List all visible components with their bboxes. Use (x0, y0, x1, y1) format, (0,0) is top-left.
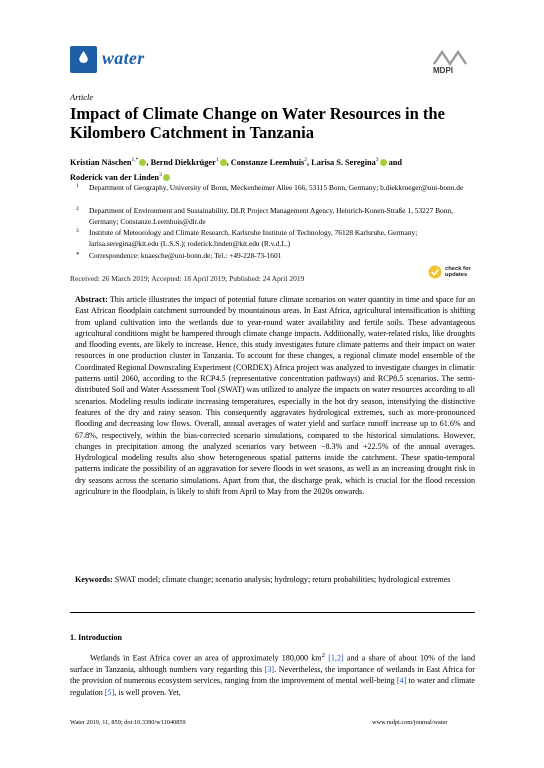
abstract (75, 294, 475, 497)
author-name[interactable]: Larisa S. Seregina (311, 157, 376, 167)
orcid-icon[interactable] (163, 174, 170, 181)
author-name[interactable]: Constanze Leemhuis (230, 157, 305, 167)
author-list: Kristian Näschen$^{1,*}$ , Bernd Diekkrüger$^1$ , Constanze Leemhuis$^2$, Larisa S. Seregina$^3$ and Roderick van der Linden$^3$ (70, 157, 402, 183)
keywords (75, 574, 475, 585)
page-title: Impact of Climate Change on Water Resources in the Kilombero Catchment in Tanzania (70, 104, 445, 142)
abstract-label: Abstract: (75, 295, 108, 304)
section-divider (70, 612, 475, 613)
body-text: Wetlands in East Africa cover an area of approximately 180,000 km (90, 653, 322, 663)
author-affiliation-mark: 1,* (131, 157, 139, 163)
citation-link[interactable]: [4] (396, 676, 407, 686)
body-text: to water and climate regulation (70, 676, 475, 697)
article-type: Article (70, 92, 94, 102)
journal-name: water (102, 48, 145, 68)
orcid-icon[interactable] (220, 159, 227, 166)
correspondence (70, 250, 480, 262)
author-affiliation-mark: 3 (375, 157, 379, 163)
abstract-text: This article illustrates the impact of potential future climate scenarios on water quantity in time and space for an East African floodplain catchment surrounded by mountainous areas. In East Africa, agricultural intensification is shifting from upland cultivation into the wetlands due to year-round water availability and fertile soils. These advantageous agricultural conditions might be hampered through climate change impacts. Additionally, water-related risks, like droughts and flooding events, are likely to increase. Hence, this study investigates future climate patterns and their impact on water resources in one production cluster in Tanzania. To account for these changes, a regional climate model ensemble of the Coordinated Regional Downscaling Experiment (CORDEX) Africa project was analyzed to investigate changes in climatic patterns until 2060, according to the RCP4.5 (representative concentration pathways) and RCP8.5 scenarios. The semi-distributed Soil and Water Assessment Tool (SWAT) was utilized to analyze the impacts on water resources according to all scenarios. Modeling results indicate increasing temperatures, especially in the hot dry season, intensifying the distinctive features of the dry and rainy season. This consequently aggravates hydrological extremes, such as more-pronounced flooding and decreasing low flows. Overall, annual averages of water yield and surface runoff increase up to 61.6% and 67.8%, respectively, within the bias-corrected scenario simulations, compared to the historical simulations. However, changes in precipitation among the analyzed scenarios vary between −8.3% and +22.5% of the annual averages. Hydrological modeling results also show heterogeneous spatial patterns inside the catchment. These spatio-temporal patterns indicate the possibility of an aggravation for severe floods in wet seasons, as well as an increasing drought risk in dry seasons across the scenario simulations. Apart from that, the discharge peak, which is crucial for the flood recession agriculture in the floodplain, is likely to shift from April to May from the 2020s onwards. (75, 295, 475, 497)
affiliation (70, 227, 480, 250)
keywords-text: SWAT model; climate change; scenario analysis; hydrology; return probabilities; hydrological extremes (114, 575, 451, 584)
body-text: . Nevertheless, the importance of wetlands in East Africa for the provision of numerous ecosystem services, ranging from the improvement of mental well-being (70, 664, 475, 686)
orcid-icon[interactable] (139, 159, 146, 166)
affiliation (70, 205, 480, 228)
correspondence-mark: * (76, 251, 80, 259)
check-for-updates-line: check for (445, 266, 471, 272)
affiliation-text: Department of Environment and Sustainability, DLR Project Management Agency, Heinrich-Konen-Straße 1, 53227 Bonn, Germany; Constanze.Leemhuis@dlr.de (89, 206, 453, 227)
citation-link[interactable]: [5] (104, 687, 115, 697)
affiliation-number: 2 (76, 206, 79, 212)
section-heading: 1. Introduction (70, 633, 123, 642)
footer-citation: Water 2019, 11, 859; doi:10.3390/w11040859 (70, 719, 186, 726)
check-for-updates-label[interactable] (445, 266, 471, 278)
author-name[interactable]: Kristian Näschen (70, 157, 132, 167)
publication-dates: Received: 26 March 2019; Accepted: 18 April 2019; Published: 24 April 2019 (70, 274, 305, 283)
author-name[interactable]: Bernd Diekkrüger (150, 157, 216, 167)
body-paragraph (70, 650, 475, 698)
affiliation (70, 182, 480, 205)
publisher-name: MDPI (433, 66, 453, 75)
author-conjunction: and (388, 157, 402, 167)
water-drop-icon (79, 51, 88, 63)
footer-journal-url[interactable]: www.mdpi.com/journal/water (372, 719, 448, 726)
affiliation-text: Department of Geography, University of Bonn, Meckenheimer Allee 166, 53115 Bonn, Germany; b.diekkrueger@uni-bonn.de (89, 183, 464, 192)
superscript: 2 (321, 652, 325, 659)
keywords-label: Keywords: (75, 575, 113, 584)
affiliation-text: Institute of Meteorology and Climate Research, Karlsruhe Institute of Technology, 76128 Karlsruhe, Germany; larisa.seregina@kit.edu (L.S.S.); roderick.linden@kit.edu (R.v.d.L.) (89, 228, 418, 249)
body-text: , is well proven. Yet, (114, 687, 181, 697)
citation-link[interactable]: [3] (264, 664, 275, 674)
author-affiliation-mark: 1 (215, 157, 219, 163)
affiliation-number: 1 (76, 183, 79, 189)
author-name[interactable]: Roderick van der Linden (70, 173, 160, 183)
author-affiliation-mark: 2 (304, 157, 307, 163)
author-affiliation-mark: 3 (159, 172, 162, 179)
correspondence-text: Correspondence: knaesche@uni-bonn.de; Tel.: +49-228-73-1601 (89, 251, 282, 260)
affiliation-number: 3 (76, 228, 79, 234)
check-for-updates-line: updates (445, 272, 468, 278)
body-text: and a share of about 10% of the land surface in Tanzania, although numbers vary regarding this (70, 653, 475, 674)
orcid-icon[interactable] (380, 159, 387, 166)
citation-link[interactable]: [1,2] (328, 653, 344, 663)
